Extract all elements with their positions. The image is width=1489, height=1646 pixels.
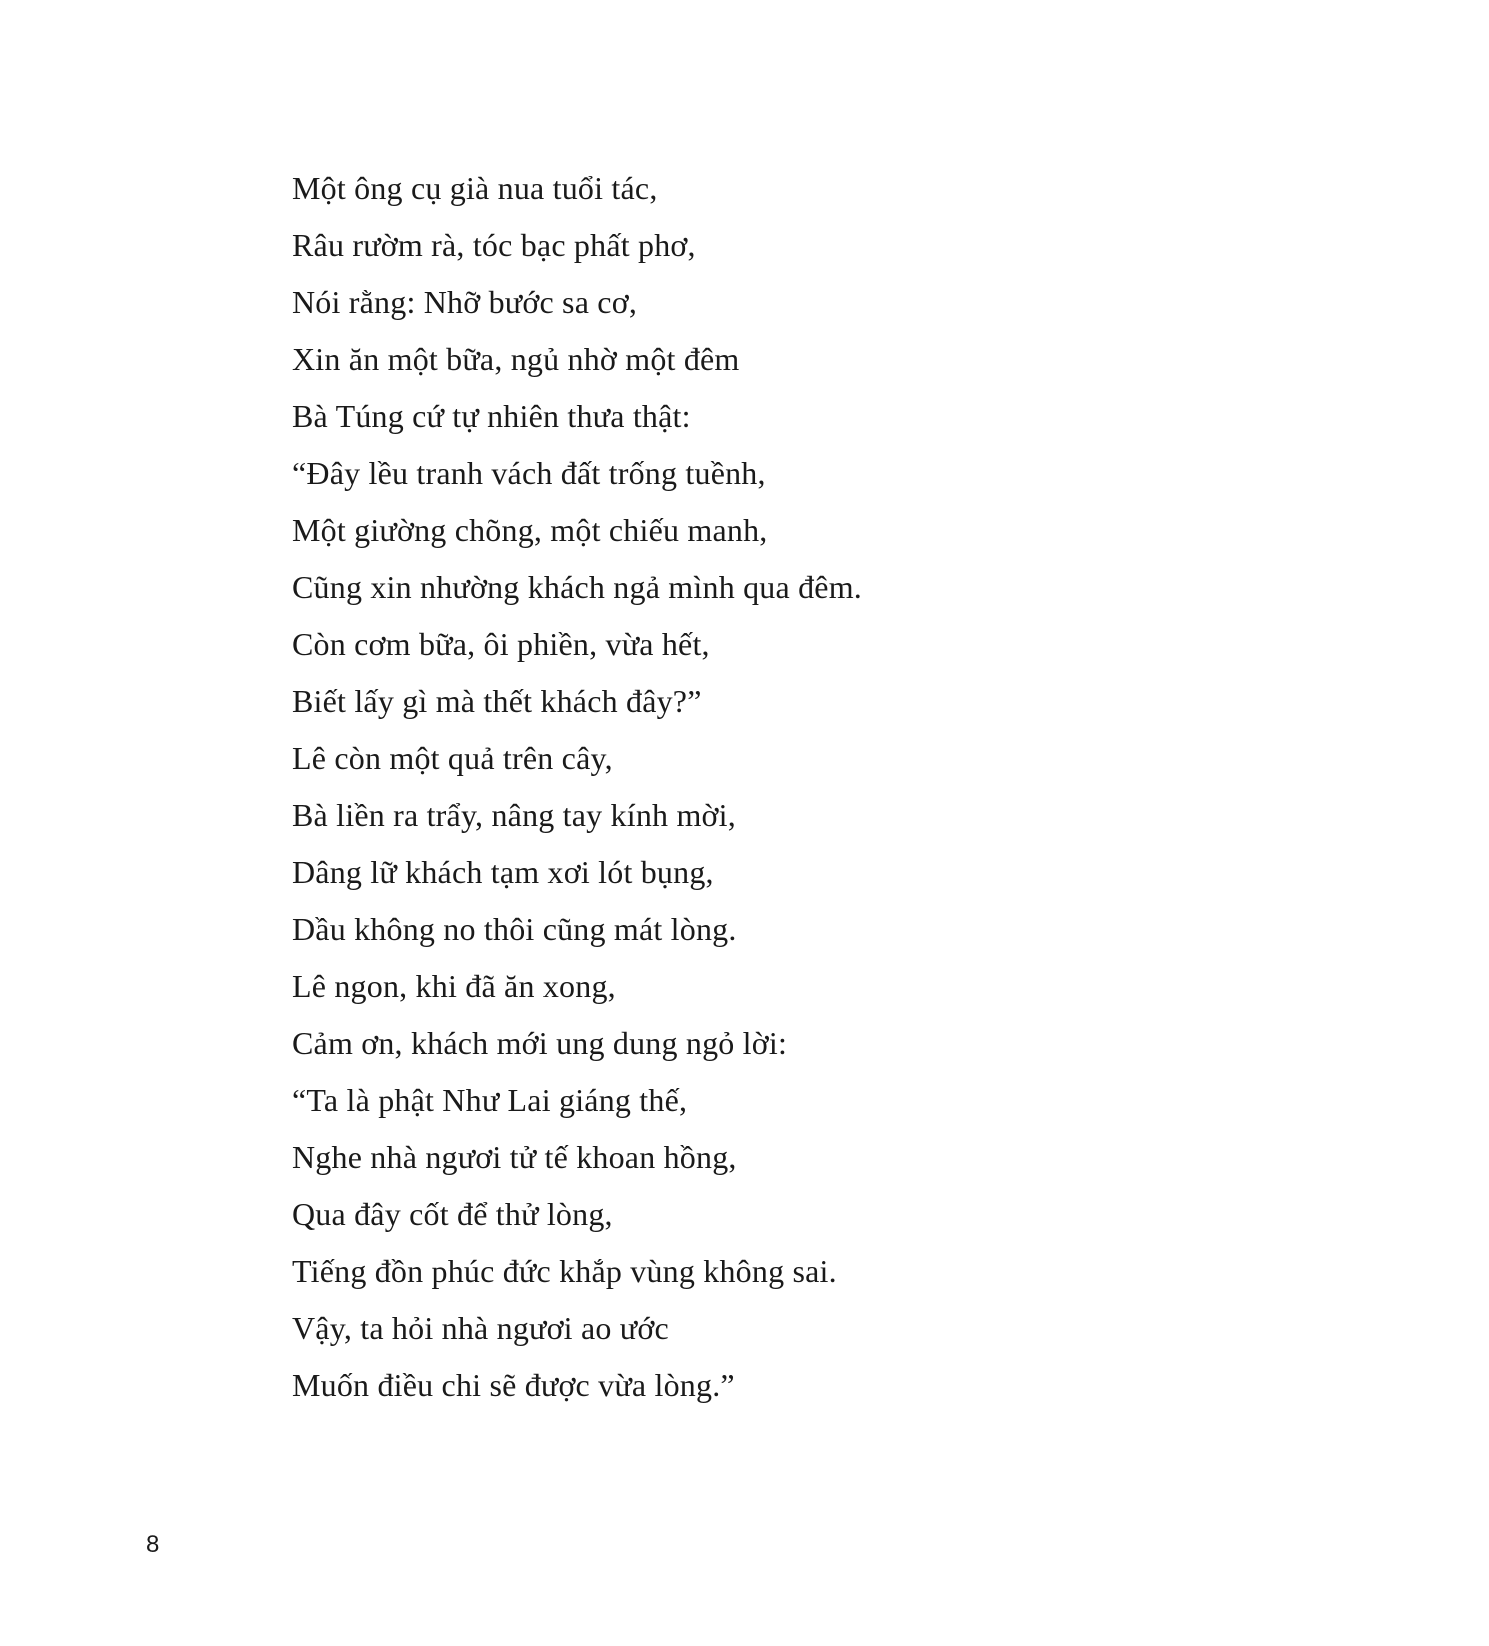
poem-line: Lê ngon, khi đã ăn xong, [292,968,616,1004]
poem-line: Bà Túng cứ tự nhiên thưa thật: [292,398,691,434]
poem-line: Một ông cụ già nua tuổi tác, [292,170,658,206]
poem-line: Lê còn một quả trên cây, [292,740,613,776]
poem-line: Nghe nhà ngươi tử tế khoan hồng, [292,1139,737,1175]
poem-line: “Đây lều tranh vách đất trống tuềnh, [292,455,766,491]
poem-line: Một giường chõng, một chiếu manh, [292,512,768,548]
poem-line: Dầu không no thôi cũng mát lòng. [292,911,737,947]
poem-line: Cảm ơn, khách mới ung dung ngỏ lời: [292,1025,788,1061]
poem-line: Muốn điều chi sẽ được vừa lòng.” [292,1367,735,1403]
poem-line: Qua đây cốt để thử lòng, [292,1196,613,1232]
poem-line: Còn cơm bữa, ôi phiền, vừa hết, [292,626,710,662]
poem-stanza [292,160,1292,1414]
poem-line: Xin ăn một bữa, ngủ nhờ một đêm [292,341,740,377]
poem-line: Tiếng đồn phúc đức khắp vùng không sai. [292,1253,837,1289]
poem-line: Biết lấy gì mà thết khách đây?” [292,683,702,719]
poem-line: Bà liền ra trẩy, nâng tay kính mời, [292,797,736,833]
poem-line: Râu rườm rà, tóc bạc phất phơ, [292,227,696,263]
poem-line: Vậy, ta hỏi nhà ngươi ao ước [292,1310,669,1346]
poem-line: Nói rằng: Nhỡ bước sa cơ, [292,284,638,320]
poem-line: Cũng xin nhường khách ngả mình qua đêm. [292,569,862,605]
page-number: 8 [146,1531,160,1558]
poem-line: “Ta là phật Như Lai giáng thế, [292,1082,688,1118]
poem-line: Dâng lữ khách tạm xơi lót bụng, [292,854,714,890]
